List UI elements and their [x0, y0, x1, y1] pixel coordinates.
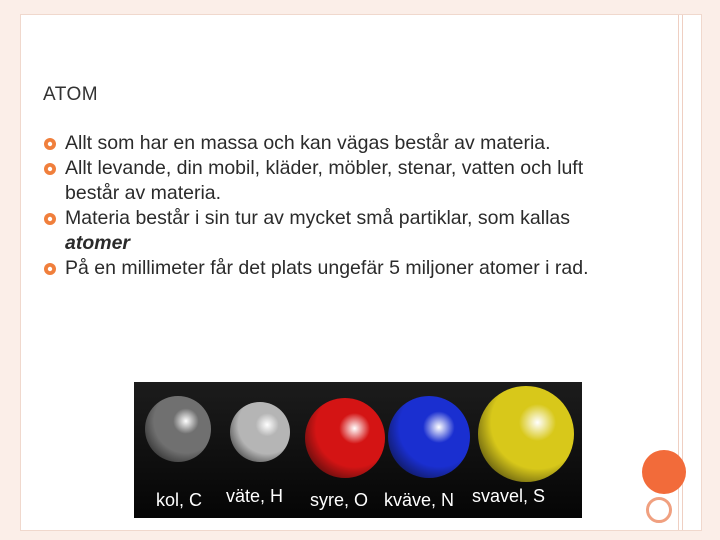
oxygen-atom-sphere	[305, 398, 385, 478]
atom-label: kväve, N	[384, 490, 455, 510]
bullet-emphasis: atomer	[65, 232, 131, 254]
slide-frame-bottom	[0, 531, 720, 540]
settings-gear-icon	[43, 212, 57, 226]
nitrogen-atom-sphere	[388, 396, 470, 478]
hydrogen-atom-sphere	[230, 402, 290, 462]
slide-frame-right	[702, 0, 720, 540]
decorative-vertical-line	[678, 15, 679, 530]
slide-frame-top	[0, 0, 720, 14]
slide-title: ATOM	[43, 84, 99, 105]
decorative-vertical-line	[682, 15, 683, 530]
bullet-item	[22, 206, 612, 256]
slide-frame-left	[0, 0, 20, 540]
atom-label: syre, O	[310, 490, 369, 510]
bullet-item	[22, 131, 612, 156]
bullet-text: Allt som har en massa och kan vägas består av materia.	[65, 132, 551, 154]
settings-gear-icon	[43, 262, 57, 276]
atom-label: väte, H	[226, 486, 284, 506]
bullet-text: Allt levande, din mobil, kläder, möbler, stenar, vatten och luft består av materia.	[65, 157, 584, 204]
atom-label: svavel, S	[472, 486, 546, 506]
carbon-atom-sphere	[145, 396, 211, 462]
bullet-item	[22, 256, 612, 281]
decorative-ring-circle	[646, 497, 672, 523]
sulfur-atom-sphere	[478, 386, 574, 482]
settings-gear-icon	[43, 137, 57, 151]
atoms-image	[134, 382, 582, 518]
bullet-text: Materia består i sin tur av mycket små partiklar, som kallas	[65, 207, 570, 229]
atom-label: kol, C	[156, 490, 203, 510]
decorative-orange-circle	[642, 450, 686, 494]
bullet-text: På en millimeter får det plats ungefär 5 miljoner atomer i rad.	[65, 257, 589, 279]
bullet-item	[22, 156, 612, 206]
bullet-list	[22, 131, 612, 281]
settings-gear-icon	[43, 162, 57, 176]
